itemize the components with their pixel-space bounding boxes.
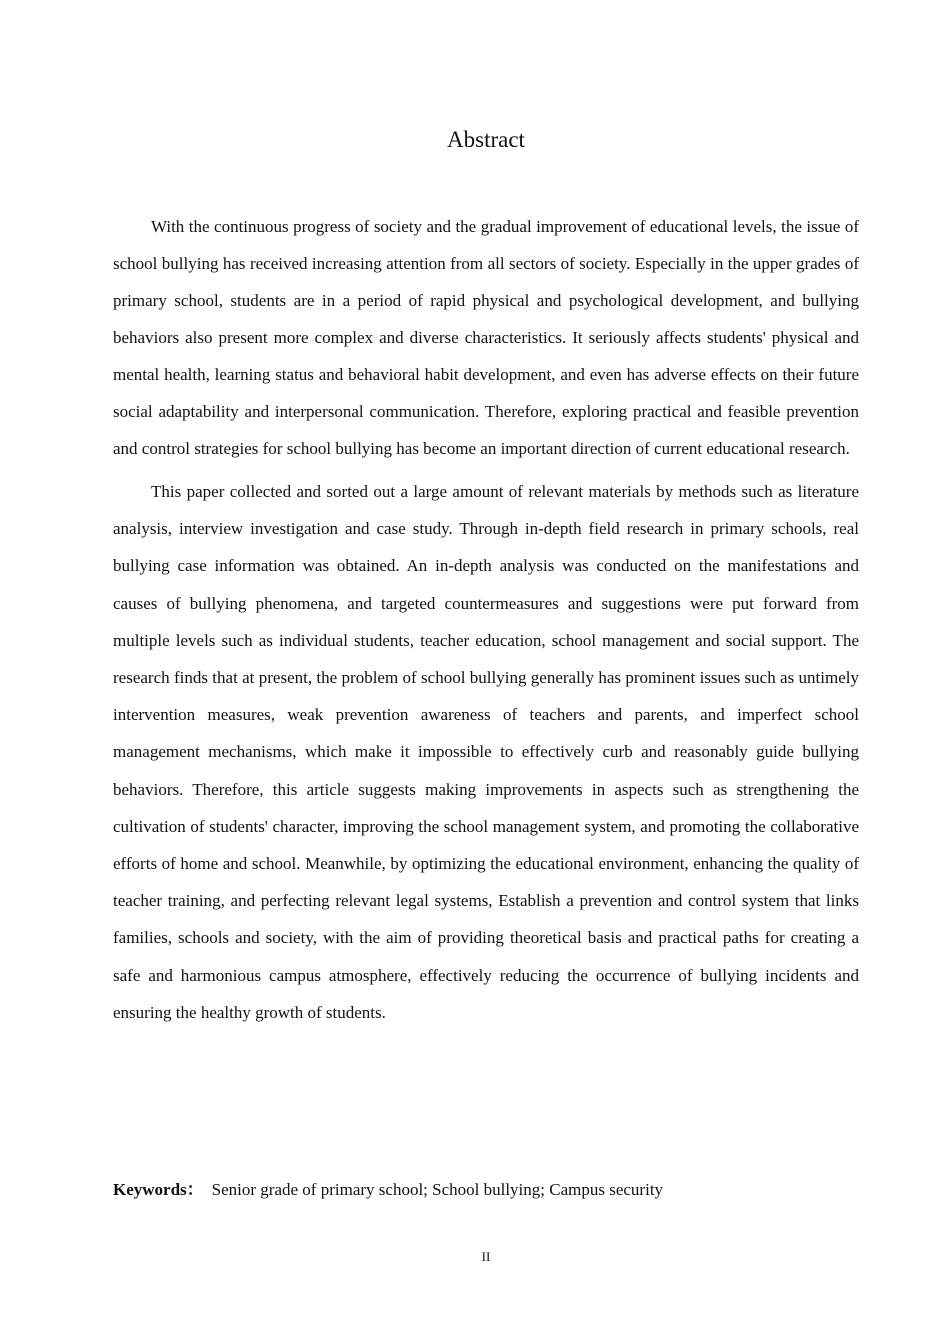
- abstract-title: Abstract: [447, 127, 525, 152]
- keywords-value: Senior grade of primary school; School bullying; Campus security: [211, 1180, 664, 1199]
- abstract-body: [113, 208, 859, 1037]
- keywords-separator: ：: [186, 1180, 204, 1199]
- abstract-paragraph-2: This paper collected and sorted out a large amount of relevant materials by methods such as literature analysis, interview investigation and case study. Through in-depth field research in primary schools, real bullying case information was obtained. An in-depth analysis was conducted on the manifestations and causes of bullying phenomena, and targeted countermeasures and suggestions were put forward from multiple levels such as individual students, teacher education, school management and social support. The research finds that at present, the problem of school bullying generally has prominent issues such as untimely intervention measures, weak prevention awareness of teachers and parents, and imperfect school management mechanisms, which make it impossible to effectively curb and reasonably guide bullying behaviors. Therefore, this article suggests making improvements in aspects such as strengthening the cultivation of students' character, improving the school management system, and promoting the collaborative efforts of home and school. Meanwhile, by optimizing the educational environment, enhancing the quality of teacher training, and perfecting relevant legal systems, Establish a prevention and control system that links families, schools and society, with the aim of providing theoretical basis and practical paths for creating a safe and harmonious campus atmosphere, effectively reducing the occurrence of bullying incidents and ensuring the healthy growth of students.: [113, 482, 859, 1022]
- keywords-label: Keywords: [113, 1180, 187, 1199]
- page-number: II: [481, 1249, 491, 1264]
- keywords-line: [113, 1176, 859, 1204]
- abstract-paragraph-1: With the continuous progress of society and the gradual improvement of educational levels, the issue of school bullying has received increasing attention from all sectors of society. Especially in the upper grades of primary school, students are in a period of rapid physical and psychological development, and bullying behaviors also present more complex and diverse characteristics. It seriously affects students' physical and mental health, learning status and behavioral habit development, and even has adverse effects on their future social adaptability and interpersonal communication. Therefore, exploring practical and feasible prevention and control strategies for school bullying has become an important direction of current educational research.: [113, 217, 859, 458]
